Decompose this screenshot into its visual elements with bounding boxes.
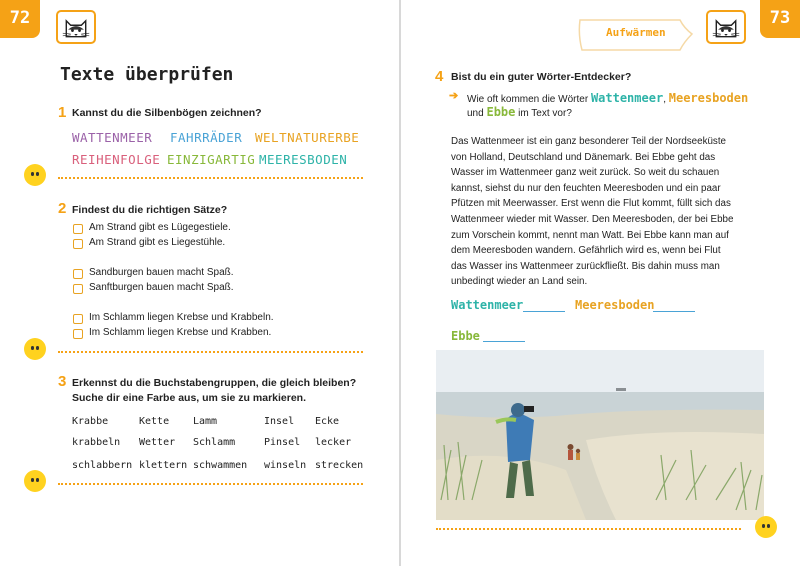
dotted-divider bbox=[58, 483, 363, 485]
task-number: 4 bbox=[435, 68, 444, 85]
grid-word[interactable]: Ecke bbox=[315, 416, 340, 427]
answer-label-ebbe: Ebbe bbox=[451, 329, 480, 343]
grid-word[interactable]: Pinsel bbox=[264, 437, 301, 448]
page-number-left: 72 bbox=[0, 0, 40, 38]
task-number: 1 bbox=[58, 104, 67, 121]
keyword-ebbe: Ebbe bbox=[486, 105, 516, 119]
smiley-icon bbox=[24, 164, 46, 186]
smiley-icon bbox=[24, 338, 46, 360]
answer-line-ebbe[interactable] bbox=[483, 341, 525, 342]
page-number-right: 73 bbox=[760, 0, 800, 38]
grid-word[interactable]: strecken bbox=[315, 460, 364, 471]
sentence-text: Im Schlamm liegen Krebse und Krabben. bbox=[89, 327, 272, 338]
sentence-checkbox[interactable] bbox=[73, 224, 83, 234]
section-banner bbox=[576, 16, 696, 54]
grid-word[interactable]: schwammen bbox=[193, 460, 248, 471]
task-question: Suche dir eine Farbe aus, um sie zu markieren. bbox=[72, 392, 307, 404]
grid-word[interactable]: Wetter bbox=[139, 437, 176, 448]
syllable-word: FAHRRÄDER bbox=[170, 130, 243, 145]
task-subquestion-line1: Wie oft kommen die Wörter Wattenmeer, Meeresboden bbox=[467, 91, 749, 105]
cat-mascot-icon bbox=[706, 10, 746, 44]
sentence-checkbox[interactable] bbox=[73, 269, 83, 279]
grid-word[interactable]: Kette bbox=[139, 416, 170, 427]
grid-word[interactable]: Insel bbox=[264, 416, 295, 427]
sentence-checkbox[interactable] bbox=[73, 284, 83, 294]
syllable-word: WATTENMEER bbox=[72, 130, 153, 145]
sentence-text: Im Schlamm liegen Krebse und Krabbeln. bbox=[89, 312, 274, 323]
sentence-checkbox[interactable] bbox=[73, 314, 83, 324]
task-subquestion-line2: und Ebbe im Text vor? bbox=[467, 105, 572, 119]
reading-text: Das Wattenmeer ist ein ganz besonderer Teil der Nordseeküste von Holland, Deutschland und Dänemark. Bei Ebbe geht das Wasser im Wattenmeer ganz weit zurück. So weit du schauen kannst, siehst du nur den feuchten Meeresboden und ein paar Pfützen mit Meerwasser. Erst wenn die Flut kommt, füllt sich das Wattenmeer wieder mit Wasser. Den Meeresboden, der bei Ebbe zum Vorschein kommt, nennt man Watt. Bei Ebbe kann man auf dem Meeresboden wandern. Gefährlich wird es, wenn bei Flut das Wasser ins Wattenmeer zurückfließt. Bis dahin muss man unbedingt wieder an Land sein. bbox=[451, 136, 734, 288]
sentence-text: Am Strand gibt es Lügegestiele. bbox=[89, 222, 231, 233]
sentence-checkbox[interactable] bbox=[73, 329, 83, 339]
task-number: 3 bbox=[58, 373, 67, 390]
sentence-text: Am Strand gibt es Liegestühle. bbox=[89, 237, 226, 248]
sentence-text: Sanftburgen bauen macht Spaß. bbox=[89, 282, 234, 293]
answer-label-wattenmeer: Wattenmeer bbox=[451, 298, 524, 312]
grid-word[interactable]: Schlamm bbox=[193, 437, 236, 448]
keyword-meeresboden: Meeresboden bbox=[668, 91, 749, 105]
sentence-checkbox[interactable] bbox=[73, 239, 83, 249]
banner-label: Aufwärmen bbox=[606, 26, 666, 39]
grid-word[interactable]: lecker bbox=[315, 437, 352, 448]
syllable-word: WELTNATURERBE bbox=[255, 130, 360, 145]
cat-mascot-icon bbox=[56, 10, 96, 44]
task-question: Bist du ein guter Wörter-Entdecker? bbox=[451, 71, 632, 83]
answer-label-meeresboden: Meeresboden bbox=[575, 298, 655, 312]
sentence-text: Sandburgen bauen macht Spaß. bbox=[89, 267, 234, 278]
dotted-divider bbox=[436, 528, 741, 530]
task-question: Erkennst du die Buchstabengruppen, die gleich bleiben? bbox=[72, 377, 357, 389]
grid-word[interactable]: winseln bbox=[264, 460, 307, 471]
grid-word[interactable]: krabbeln bbox=[72, 437, 121, 448]
smiley-icon bbox=[24, 470, 46, 492]
grid-word[interactable]: Krabbe bbox=[72, 416, 109, 427]
left-page bbox=[0, 0, 399, 566]
keyword-wattenmeer: Wattenmeer bbox=[590, 91, 664, 105]
wadden-sea-illustration bbox=[436, 350, 764, 520]
smiley-icon bbox=[755, 516, 777, 538]
syllable-word: REIHENFOLGE bbox=[72, 152, 161, 167]
dotted-divider bbox=[58, 351, 363, 353]
syllable-word: EINZIGARTIG bbox=[167, 152, 256, 167]
grid-word[interactable]: Lamm bbox=[193, 416, 218, 427]
page-title: Texte überprüfen bbox=[60, 64, 234, 85]
arrow-right-icon: ➔ bbox=[449, 90, 459, 102]
grid-word[interactable]: schlabbern bbox=[72, 460, 133, 471]
grid-word[interactable]: klettern bbox=[139, 460, 188, 471]
answer-line-wattenmeer[interactable] bbox=[523, 311, 565, 312]
right-page bbox=[401, 0, 800, 566]
task-number: 2 bbox=[58, 200, 67, 217]
dotted-divider bbox=[58, 177, 363, 179]
task-question: Findest du die richtigen Sätze? bbox=[72, 204, 228, 216]
task-question: Kannst du die Silbenbögen zeichnen? bbox=[72, 107, 262, 119]
syllable-word: MEERESBODEN bbox=[259, 152, 348, 167]
answer-line-meeresboden[interactable] bbox=[653, 311, 695, 312]
